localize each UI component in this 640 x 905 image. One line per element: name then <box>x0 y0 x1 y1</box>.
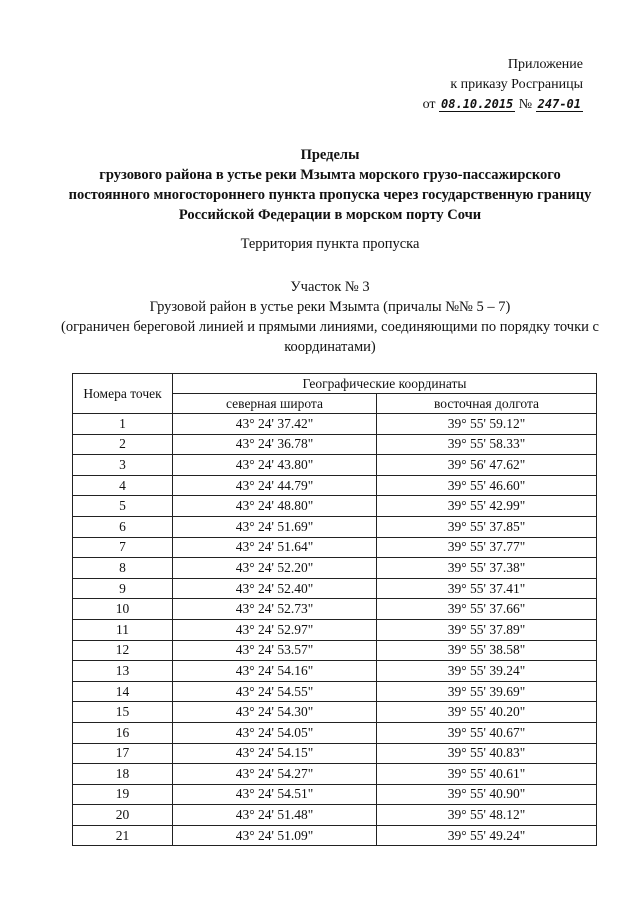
latitude-cell: 43° 24' 54.15" <box>173 743 377 764</box>
longitude-cell: 39° 55' 37.85" <box>377 516 597 537</box>
appendix-from-label: от <box>422 97 436 112</box>
table-row <box>73 496 597 517</box>
latitude-cell: 43° 24' 54.55" <box>173 681 377 702</box>
section-number: Участок № 3 <box>290 279 370 295</box>
point-number-cell: 11 <box>73 619 173 640</box>
point-number-cell: 2 <box>73 434 173 455</box>
table-row <box>73 743 597 764</box>
header-longitude: восточная долгота <box>377 394 597 414</box>
longitude-cell: 39° 55' 39.24" <box>377 661 597 682</box>
point-number-cell: 14 <box>73 681 173 702</box>
table-row <box>73 702 597 723</box>
table-row <box>73 640 597 661</box>
table-row <box>73 434 597 455</box>
table-row <box>73 516 597 537</box>
longitude-cell: 39° 55' 40.83" <box>377 743 597 764</box>
longitude-cell: 39° 55' 37.38" <box>377 558 597 579</box>
point-number-cell: 13 <box>73 661 173 682</box>
latitude-cell: 43° 24' 52.20" <box>173 558 377 579</box>
longitude-cell: 39° 55' 40.67" <box>377 722 597 743</box>
longitude-cell: 39° 55' 48.12" <box>377 805 597 826</box>
latitude-cell: 43° 24' 52.97" <box>173 619 377 640</box>
longitude-cell: 39° 55' 42.99" <box>377 496 597 517</box>
appendix-title: Приложение <box>507 57 583 72</box>
latitude-cell: 43° 24' 52.73" <box>173 599 377 620</box>
longitude-cell: 39° 56' 47.62" <box>377 455 597 476</box>
appendix-block <box>423 55 583 115</box>
longitude-cell: 39° 55' 58.33" <box>377 434 597 455</box>
point-number-cell: 8 <box>73 558 173 579</box>
table-row <box>73 681 597 702</box>
table-body <box>73 414 597 846</box>
point-number-cell: 6 <box>73 516 173 537</box>
longitude-cell: 39° 55' 40.90" <box>377 784 597 805</box>
longitude-cell: 39° 55' 59.12" <box>377 414 597 435</box>
point-number-cell: 4 <box>73 475 173 496</box>
latitude-cell: 43° 24' 54.51" <box>173 784 377 805</box>
point-number-cell: 15 <box>73 702 173 723</box>
table-row <box>73 578 597 599</box>
longitude-cell: 39° 55' 37.89" <box>377 619 597 640</box>
appendix-number-label: № <box>518 97 533 112</box>
table-row <box>73 805 597 826</box>
longitude-cell: 39° 55' 49.24" <box>377 825 597 846</box>
longitude-cell: 39° 55' 39.69" <box>377 681 597 702</box>
document-title <box>60 145 600 225</box>
table-row <box>73 825 597 846</box>
table-row <box>73 784 597 805</box>
point-number-cell: 3 <box>73 455 173 476</box>
table-row <box>73 475 597 496</box>
appendix-date: 08.10.2015 <box>441 97 514 111</box>
point-number-cell: 21 <box>73 825 173 846</box>
latitude-cell: 43° 24' 37.42" <box>173 414 377 435</box>
point-number-cell: 9 <box>73 578 173 599</box>
point-number-cell: 1 <box>73 414 173 435</box>
latitude-cell: 43° 24' 51.64" <box>173 537 377 558</box>
latitude-cell: 43° 24' 54.05" <box>173 722 377 743</box>
point-number-cell: 7 <box>73 537 173 558</box>
table-row <box>73 558 597 579</box>
header-geo-coordinates: Географические координаты <box>173 374 597 394</box>
longitude-cell: 39° 55' 37.66" <box>377 599 597 620</box>
latitude-cell: 43° 24' 48.80" <box>173 496 377 517</box>
section-block <box>60 277 600 357</box>
point-number-cell: 20 <box>73 805 173 826</box>
section-name: Грузовой район в устье реки Мзымта (причалы №№ 5 – 7) <box>149 299 511 315</box>
point-number-cell: 10 <box>73 599 173 620</box>
latitude-cell: 43° 24' 54.27" <box>173 764 377 785</box>
title-body: грузового района в устье реки Мзымта морского грузо-пассажирского постоянного многостороннего пункта пропуска через государственную границу Российской Федерации в морском порту Сочи <box>68 167 592 223</box>
latitude-cell: 43° 24' 51.69" <box>173 516 377 537</box>
longitude-cell: 39° 55' 38.58" <box>377 640 597 661</box>
latitude-cell: 43° 24' 54.30" <box>173 702 377 723</box>
latitude-cell: 43° 24' 54.16" <box>173 661 377 682</box>
point-number-cell: 19 <box>73 784 173 805</box>
table-row <box>73 764 597 785</box>
header-latitude: северная широта <box>173 394 377 414</box>
section-note: (ограничен береговой линией и прямыми линиями, соединяющими по порядку точки с координатами) <box>61 319 599 355</box>
latitude-cell: 43° 24' 51.48" <box>173 805 377 826</box>
appendix-number: 247-01 <box>537 97 581 111</box>
longitude-cell: 39° 55' 40.61" <box>377 764 597 785</box>
header-points: Номера точек <box>73 374 173 414</box>
longitude-cell: 39° 55' 40.20" <box>377 702 597 723</box>
title-heading: Пределы <box>300 147 360 163</box>
latitude-cell: 43° 24' 53.57" <box>173 640 377 661</box>
latitude-cell: 43° 24' 51.09" <box>173 825 377 846</box>
point-number-cell: 17 <box>73 743 173 764</box>
latitude-cell: 43° 24' 44.79" <box>173 475 377 496</box>
table-row <box>73 661 597 682</box>
table-row <box>73 599 597 620</box>
longitude-cell: 39° 55' 37.77" <box>377 537 597 558</box>
longitude-cell: 39° 55' 46.60" <box>377 475 597 496</box>
appendix-order-ref: к приказу Росграницы <box>450 77 583 92</box>
territory-label: Территория пункта пропуска <box>240 236 420 252</box>
latitude-cell: 43° 24' 36.78" <box>173 434 377 455</box>
point-number-cell: 12 <box>73 640 173 661</box>
longitude-cell: 39° 55' 37.41" <box>377 578 597 599</box>
table-row <box>73 722 597 743</box>
point-number-cell: 5 <box>73 496 173 517</box>
table-row <box>73 455 597 476</box>
latitude-cell: 43° 24' 52.40" <box>173 578 377 599</box>
coordinates-table <box>72 373 597 846</box>
point-number-cell: 16 <box>73 722 173 743</box>
latitude-cell: 43° 24' 43.80" <box>173 455 377 476</box>
point-number-cell: 18 <box>73 764 173 785</box>
table-row <box>73 537 597 558</box>
table-row <box>73 619 597 640</box>
appendix-date-line <box>423 95 583 115</box>
table-row <box>73 414 597 435</box>
